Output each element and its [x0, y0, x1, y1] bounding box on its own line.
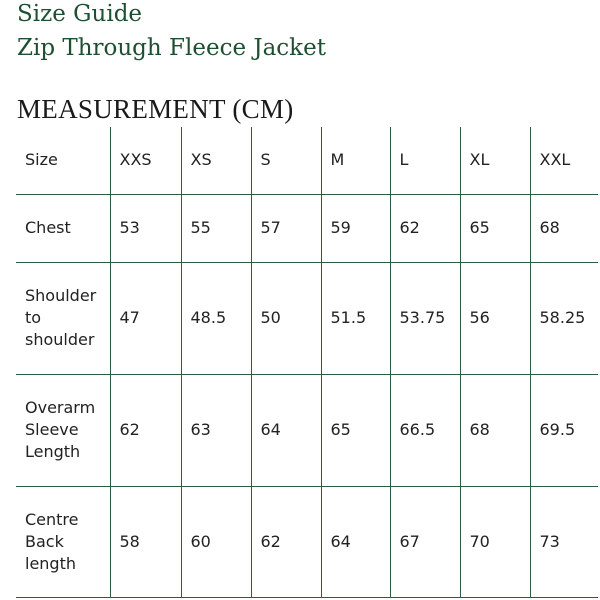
table-cell: 68 — [530, 194, 598, 262]
row-label: Centre Back length — [16, 486, 110, 597]
table-row — [16, 374, 598, 486]
table-row — [16, 194, 598, 262]
table-cell: 58 — [110, 486, 181, 597]
header-cell: Size — [16, 127, 110, 194]
table-cell: 68 — [460, 374, 530, 486]
header-cell: XXS — [110, 127, 181, 194]
table-cell: 62 — [251, 486, 321, 597]
table-cell: 51.5 — [321, 262, 390, 374]
header-cell: XL — [460, 127, 530, 194]
table-cell: 73 — [530, 486, 598, 597]
table-cell: 66.5 — [390, 374, 460, 486]
header-cell: XS — [181, 127, 251, 194]
header-cell: S — [251, 127, 321, 194]
table-cell: 48.5 — [181, 262, 251, 374]
table-cell: 60 — [181, 486, 251, 597]
table-cell: 56 — [460, 262, 530, 374]
table-cell: 57 — [251, 194, 321, 262]
page-title: Size Guide — [17, 1, 143, 27]
row-label: Shoulder to shoulder — [16, 262, 110, 374]
table-cell: 70 — [460, 486, 530, 597]
table-cell: 67 — [390, 486, 460, 597]
header-cell: XXL — [530, 127, 598, 194]
header-cell: L — [390, 127, 460, 194]
product-name: Zip Through Fleece Jacket — [17, 35, 326, 61]
table-cell: 62 — [110, 374, 181, 486]
size-table — [16, 127, 598, 598]
table-cell: 47 — [110, 262, 181, 374]
row-label: Overarm Sleeve Length — [16, 374, 110, 486]
table-row — [16, 262, 598, 374]
table-cell: 64 — [321, 486, 390, 597]
table-row — [16, 486, 598, 597]
table-cell: 58.25 — [530, 262, 598, 374]
table-header-row — [16, 127, 598, 194]
table-cell: 69.5 — [530, 374, 598, 486]
table-cell: 53 — [110, 194, 181, 262]
table-cell: 50 — [251, 262, 321, 374]
row-label: Chest — [16, 194, 110, 262]
header-cell: M — [321, 127, 390, 194]
table-cell: 53.75 — [390, 262, 460, 374]
table-cell: 62 — [390, 194, 460, 262]
table-cell: 63 — [181, 374, 251, 486]
table-cell: 64 — [251, 374, 321, 486]
table-cell: 59 — [321, 194, 390, 262]
table-cell: 55 — [181, 194, 251, 262]
table-cell: 65 — [321, 374, 390, 486]
table-cell: 65 — [460, 194, 530, 262]
section-title: MEASUREMENT (CM) — [17, 94, 294, 124]
